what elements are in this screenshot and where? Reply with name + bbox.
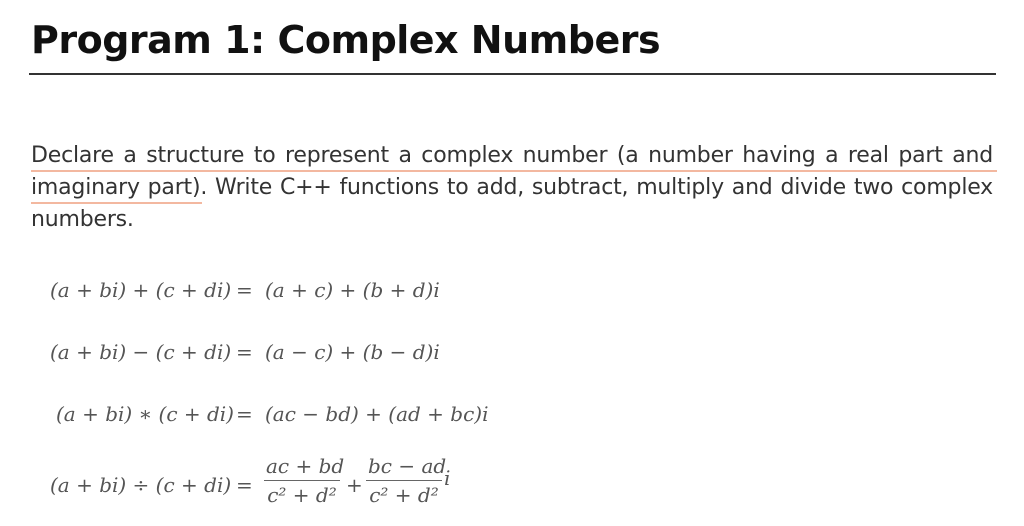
equation-rhs: (a − c) + (b − d)i — [265, 340, 440, 364]
equation-lhs: (a + bi) ∗ (c + di) — [56, 402, 234, 426]
equals-sign: = — [236, 340, 253, 364]
equation-rhs: (ac − bd) + (ad + bc)i — [265, 402, 489, 426]
fraction-numerator: bc − ad — [366, 454, 442, 481]
page-title: Program 1: Complex Numbers — [31, 18, 661, 62]
equals-sign: = — [236, 473, 253, 497]
fraction-denominator: c² + d² — [267, 483, 337, 507]
equation-lhs: (a + bi) + (c + di) — [50, 278, 232, 302]
equation-lhs: (a + bi) ÷ (c + di) — [50, 473, 232, 497]
equals-sign: = — [236, 402, 253, 426]
equals-sign: = — [236, 278, 253, 302]
imaginary-unit: i — [444, 466, 451, 490]
spellcheck-underline — [31, 170, 997, 172]
equation-rhs: (a + c) + (b + d)i — [265, 278, 440, 302]
fraction-denominator: c² + d² — [369, 483, 439, 507]
title-divider — [29, 73, 996, 75]
plus-sign: + — [346, 473, 363, 497]
fraction-imaginary — [366, 454, 447, 507]
task-description: Declare a structure to represent a complex number (a number having a real part and imaginary part). Write C++ functions to add, subtract, multiply and divide two complex numbers. — [31, 143, 993, 232]
spellcheck-underline — [31, 202, 202, 204]
fraction-numerator: ac + bd — [264, 454, 340, 481]
fraction-real — [264, 454, 345, 507]
equation-lhs: (a + bi) − (c + di) — [50, 340, 232, 364]
